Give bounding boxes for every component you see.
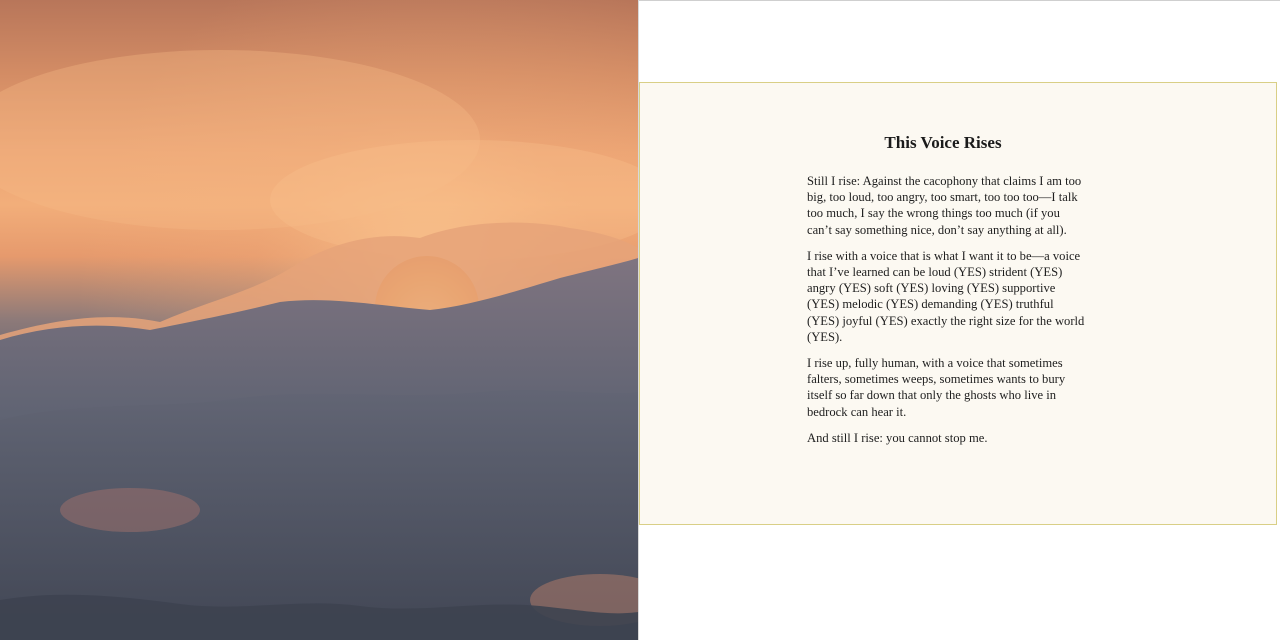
poem-paragraph: And still I rise: you cannot stop me. [807,430,988,445]
poem-title: This Voice Rises [884,133,1002,152]
poem-card [639,82,1277,525]
page-top-edge [639,0,1280,1]
poem-paragraph: I rise with a voice that is what I want it to be—a voice that I’ve learned can be loud (YES) strident (YES) angry (YES) soft (YES) loving (YES) supportive (YES) melodic (YES) demanding (YES) truthful (YES) joyful (YES) exactly the right size for the world (YES). [807,248,1085,344]
poem-paragraph: Still I rise: Against the cacophony that claims I am too big, too loud, too angry, too smart, too too too—I talk too much, I say the wrong things too much (if you can’t say something nice, don’t say anything at all). [807,174,1082,237]
poem-body [807,173,1087,456]
poem-paragraph: I rise up, fully human, with a voice that sometimes falters, sometimes weeps, sometimes wants to bury itself so far down that only the ghosts who live in bedrock can hear it. [807,356,1066,419]
sunset-clouds-illustration [0,0,638,640]
sunset-photo [0,0,638,640]
